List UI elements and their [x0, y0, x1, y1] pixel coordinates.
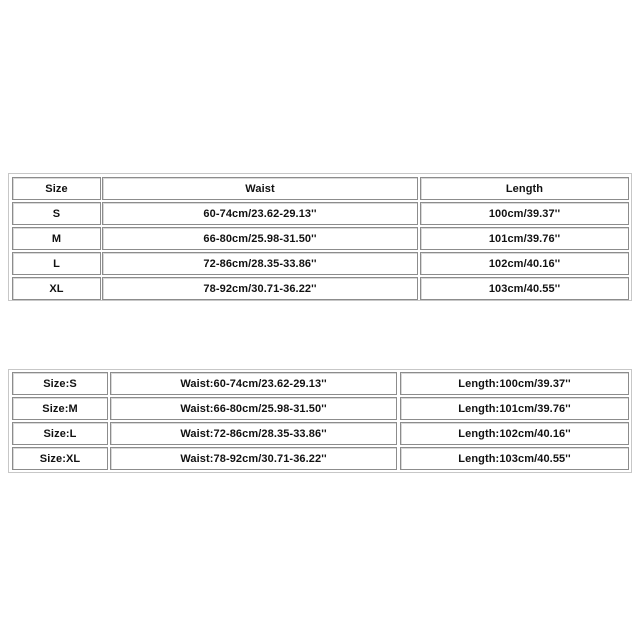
header-size: Size: [12, 177, 101, 200]
size-cell: Size:L: [12, 422, 108, 445]
length-cell: 102cm/40.16'': [420, 252, 629, 275]
waist-cell: 66-80cm/25.98-31.50'': [102, 227, 418, 250]
size-cell: L: [12, 252, 101, 275]
length-cell: 103cm/40.55'': [420, 277, 629, 300]
length-cell: 101cm/39.76'': [420, 227, 629, 250]
length-cell: Length:103cm/40.55'': [400, 447, 629, 470]
waist-cell: Waist:60-74cm/23.62-29.13'': [110, 372, 397, 395]
waist-cell: 78-92cm/30.71-36.22'': [102, 277, 418, 300]
table-row: [9, 447, 631, 470]
length-cell: 100cm/39.37'': [420, 202, 629, 225]
waist-cell: 72-86cm/28.35-33.86'': [102, 252, 418, 275]
size-cell: M: [12, 227, 101, 250]
waist-cell: Waist:72-86cm/28.35-33.86'': [110, 422, 397, 445]
size-cell: Size:M: [12, 397, 108, 420]
table-row: [9, 372, 631, 395]
header-waist: Waist: [102, 177, 418, 200]
table-row: [9, 397, 631, 420]
size-cell: Size:S: [12, 372, 108, 395]
table-row: [9, 422, 631, 445]
size-list-table: [8, 369, 632, 473]
table-row: [9, 227, 631, 250]
table-row: [9, 277, 631, 300]
length-cell: Length:100cm/39.37'': [400, 372, 629, 395]
waist-cell: Waist:78-92cm/30.71-36.22'': [110, 447, 397, 470]
size-cell: XL: [12, 277, 101, 300]
size-cell: S: [12, 202, 101, 225]
size-chart-table: [8, 173, 632, 301]
waist-cell: Waist:66-80cm/25.98-31.50'': [110, 397, 397, 420]
waist-cell: 60-74cm/23.62-29.13'': [102, 202, 418, 225]
header-length: Length: [420, 177, 629, 200]
table-header-row: [9, 177, 631, 200]
size-cell: Size:XL: [12, 447, 108, 470]
table-row: [9, 202, 631, 225]
length-cell: Length:102cm/40.16'': [400, 422, 629, 445]
length-cell: Length:101cm/39.76'': [400, 397, 629, 420]
table-row: [9, 252, 631, 275]
